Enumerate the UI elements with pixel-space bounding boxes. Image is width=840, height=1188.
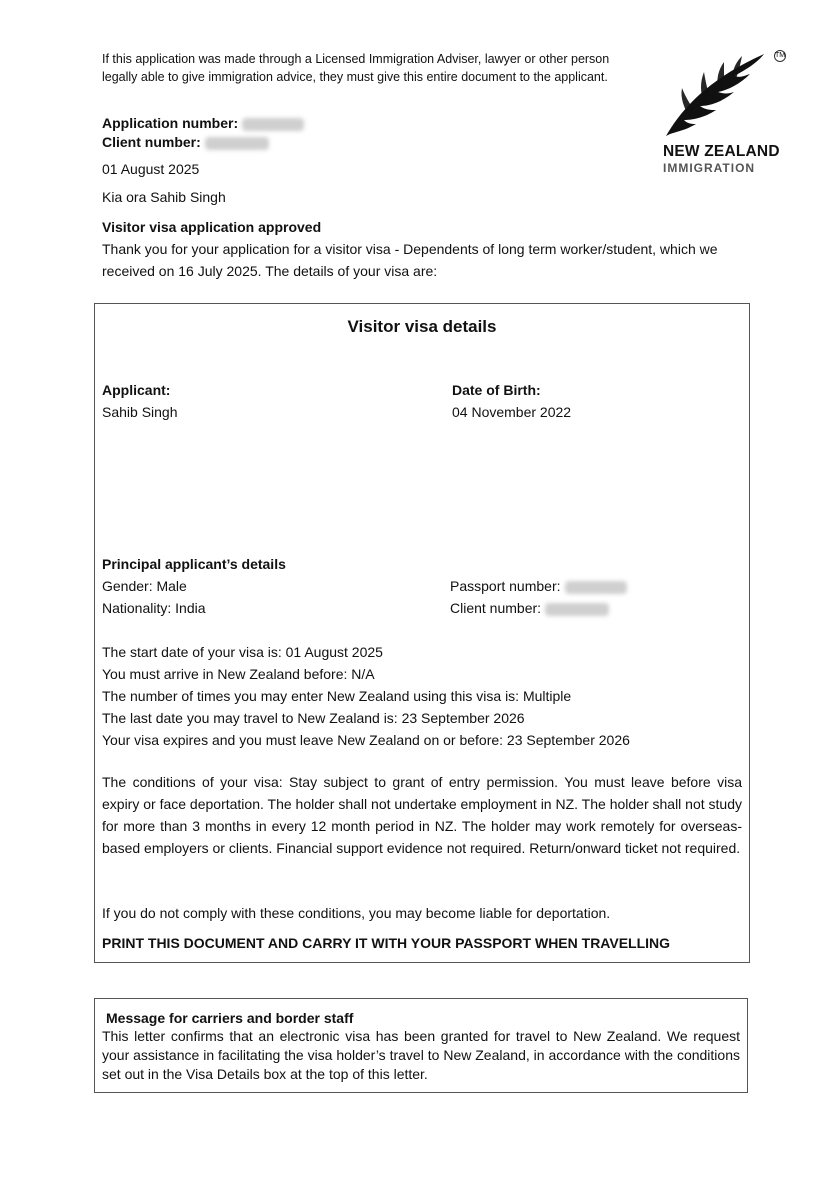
application-number-label: Application number: [102, 115, 239, 131]
passport-number-label: Passport number: [450, 578, 561, 594]
carriers-box [94, 998, 748, 1093]
visa-dates-list [102, 641, 630, 751]
principal-heading: Principal applicant’s details [102, 556, 286, 572]
visa-conditions: The conditions of your visa: Stay subject to grant of entry permission. You must leave before visa expiry or face deportation. The holder shall not undertake employment in NZ. The holder shall not study for more than 3 months in every 12 month period in NZ. The holder may work remotely for overseas-based employers or clients. Financial support evidence not required. Return/onward ticket not required. [102, 774, 742, 856]
carriers-body: This letter confirms that an electronic visa has been granted for travel to New Zealand. We request your assistance in facilitating the visa holder’s travel to New Zealand, in accordance with the conditions set out in the Visa Details box at the top of this letter. [102, 1028, 740, 1082]
carriers-heading: Message for carriers and border staff [106, 1010, 354, 1026]
nationality: Nationality: India [102, 600, 206, 616]
client-number-label: Client number: [102, 134, 201, 150]
dob-value: 04 November 2022 [452, 404, 572, 420]
visa-line: The start date of your visa is: 01 August 2025 [102, 644, 383, 660]
passport-number-redacted [565, 581, 627, 594]
principal-client-number-row [450, 598, 609, 619]
nz-immigration-logo [660, 48, 790, 178]
visa-line: The last date you may travel to New Zealand is: 23 September 2026 [102, 710, 525, 726]
print-notice: PRINT THIS DOCUMENT AND CARRY IT WITH YOUR PASSPORT WHEN TRAVELLING [102, 935, 671, 951]
applicant-name: Sahib Singh [102, 404, 178, 420]
trademark-mark: TM [774, 50, 786, 62]
letter-date: 01 August 2025 [102, 161, 200, 177]
comply-warning: If you do not comply with these conditions, you may become liable for deportation. [102, 905, 611, 921]
adviser-notice: If this application was made through a Licensed Immigration Adviser, lawyer or other person legally able to give immigration advice, they must give this entire document to the applicant. [102, 52, 610, 85]
applicant-label: Applicant: [102, 382, 171, 398]
client-number-row [102, 132, 269, 153]
client-number-redacted [205, 137, 269, 150]
visa-details-box [94, 303, 750, 963]
principal-client-number-label: Client number: [450, 600, 542, 616]
logo-line2: IMMIGRATION [663, 161, 756, 175]
logo-line1: NEW ZEALAND [663, 143, 780, 160]
visa-line: The number of times you may enter New Zealand using this visa is: Multiple [102, 688, 572, 704]
principal-client-number-redacted [545, 603, 609, 616]
silver-fern-icon [660, 48, 770, 140]
intro-body: Thank you for your application for a visitor visa - Dependents of long term worker/student, which we received on 16 July 2025. The details of your visa are: [102, 241, 718, 279]
dob-label: Date of Birth: [452, 382, 541, 398]
application-number-row [102, 113, 304, 134]
greeting: Kia ora Sahib Singh [102, 189, 226, 205]
visa-details-title: Visitor visa details [347, 317, 497, 336]
approval-heading: Visitor visa application approved [102, 219, 322, 235]
visa-line: You must arrive in New Zealand before: N/A [102, 666, 375, 682]
visa-line: Your visa expires and you must leave New Zealand on or before: 23 September 2026 [102, 732, 630, 748]
application-number-redacted [242, 118, 304, 131]
gender: Gender: Male [102, 578, 187, 594]
passport-number-row [450, 576, 627, 597]
